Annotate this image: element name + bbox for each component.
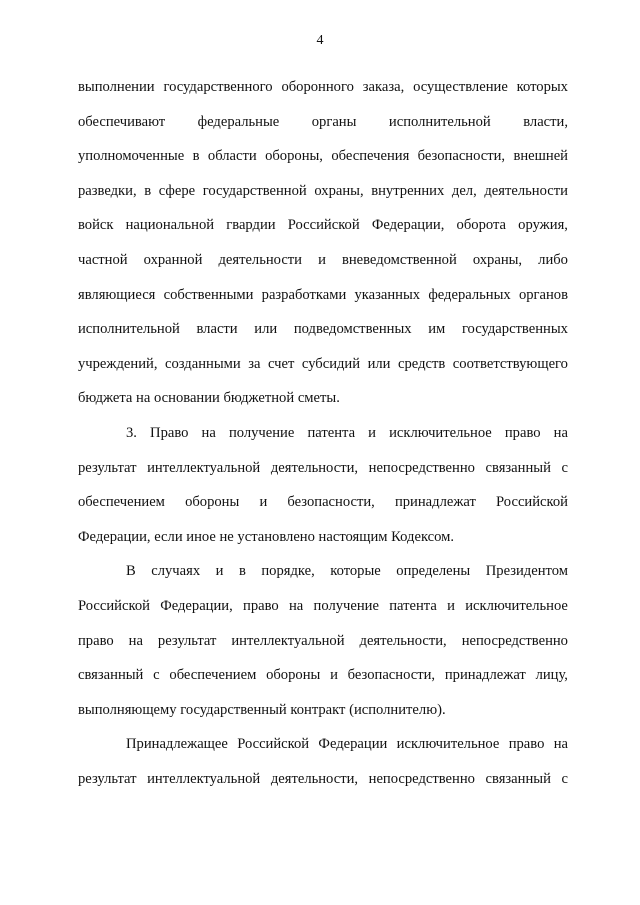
- word: интеллектуальной: [147, 770, 261, 787]
- word: соответствующего: [452, 355, 568, 372]
- word: патента: [389, 597, 437, 614]
- word: и: [368, 424, 376, 441]
- word: на: [201, 424, 216, 441]
- word: исключительное: [465, 597, 568, 614]
- word: Федерации,: [160, 597, 233, 614]
- text-line: [78, 766, 568, 801]
- word: Федерации,: [371, 217, 445, 234]
- word: право: [504, 424, 541, 441]
- word: обороны,: [265, 148, 323, 165]
- text-line: [78, 420, 568, 455]
- word: которых: [516, 79, 568, 95]
- word: Российской: [237, 736, 310, 753]
- text-line: [78, 143, 568, 178]
- text-line: [78, 351, 568, 386]
- word: оборота: [456, 217, 507, 234]
- text-line: [78, 558, 568, 593]
- word: Президентом: [485, 563, 568, 580]
- word: в: [192, 148, 200, 165]
- word: дел,: [451, 182, 477, 199]
- word: на: [288, 597, 304, 614]
- word: с: [561, 770, 568, 787]
- word: с: [153, 667, 160, 684]
- word: гвардии: [226, 217, 276, 234]
- word: и: [215, 563, 224, 580]
- text-line: [78, 316, 568, 351]
- word: результат: [78, 770, 137, 787]
- word: за: [248, 355, 261, 372]
- word: безопасности,: [417, 148, 506, 165]
- word: результат: [78, 459, 137, 476]
- paragraph-4: [78, 731, 568, 800]
- word: органов: [518, 286, 568, 303]
- word: оборонного: [281, 79, 354, 95]
- text-line: [78, 74, 568, 109]
- word: случаях: [151, 563, 201, 580]
- word: государственных: [461, 321, 568, 338]
- word: непосредственно: [368, 770, 475, 787]
- word: заказа,: [362, 79, 405, 95]
- word: государственной: [202, 182, 307, 199]
- word: обороны: [266, 667, 321, 684]
- word: принадлежат: [444, 667, 526, 684]
- word: осуществление: [413, 79, 508, 95]
- word: право: [78, 632, 114, 649]
- word: Российской: [287, 217, 360, 234]
- paragraph-3: [78, 558, 568, 731]
- word: разведки,: [78, 182, 137, 199]
- text-line: [78, 212, 568, 247]
- word: федеральные: [197, 113, 280, 130]
- word: непосредственно: [368, 459, 475, 476]
- word: уполномоченные: [78, 148, 185, 165]
- word: безопасности,: [287, 494, 375, 511]
- word: им: [428, 321, 446, 338]
- word: исключительное: [389, 424, 492, 441]
- paragraph-1: [78, 74, 568, 420]
- paragraph-2: [78, 420, 568, 558]
- word: разработками: [261, 286, 347, 303]
- word: деятельности: [218, 251, 302, 268]
- word: и: [330, 667, 338, 684]
- word: 3.: [126, 424, 137, 441]
- word: средств: [398, 355, 446, 372]
- word: определены: [396, 563, 471, 580]
- word: и: [447, 597, 455, 614]
- word: непосредственно: [461, 632, 568, 649]
- text-line: Федерации, если иное не установлено настоящим Кодексом.: [78, 528, 455, 545]
- word: на: [128, 632, 143, 649]
- word: являющиеся: [78, 286, 156, 303]
- word: частной: [78, 251, 128, 268]
- text-line: [78, 489, 568, 524]
- word: в: [238, 563, 246, 580]
- word: обеспечения: [331, 148, 410, 165]
- word: охраны,: [314, 182, 364, 199]
- word: которые: [330, 563, 381, 580]
- word: на: [553, 424, 568, 441]
- text-line: [78, 247, 568, 282]
- word: оружия,: [518, 217, 568, 234]
- word: интеллектуальной: [231, 632, 345, 649]
- word: право: [508, 736, 545, 753]
- word: области: [207, 148, 257, 165]
- word: получение: [313, 597, 379, 614]
- word: обеспечивают: [78, 113, 166, 130]
- word: или: [254, 321, 278, 338]
- word: охранной: [143, 251, 203, 268]
- text-line: [78, 178, 568, 213]
- word: получение: [228, 424, 295, 441]
- word: Федерации: [318, 736, 388, 753]
- word: безопасности,: [347, 667, 436, 684]
- word: созданными: [165, 355, 241, 372]
- word: деятельности,: [270, 770, 359, 787]
- word: деятельности,: [270, 459, 359, 476]
- word: субсидий: [301, 355, 361, 372]
- word: деятельности,: [359, 632, 447, 649]
- word: деятельности: [484, 182, 568, 199]
- text-line: [78, 628, 568, 663]
- word: исполнительной: [78, 321, 180, 338]
- word: интеллектуальной: [147, 459, 261, 476]
- word: указанных: [354, 286, 421, 303]
- word: учреждений,: [78, 355, 158, 372]
- page-number: 4: [316, 33, 324, 48]
- word: государственного: [163, 79, 273, 95]
- word: Право: [150, 424, 189, 441]
- word: сфере: [158, 182, 196, 199]
- text-line: [78, 282, 568, 317]
- text-line: бюджета на основании бюджетной сметы.: [78, 390, 340, 407]
- word: Принадлежащее: [126, 736, 228, 753]
- word: внутренних: [371, 182, 445, 199]
- text-line: [78, 662, 568, 697]
- word: результат: [157, 632, 217, 649]
- word: или: [367, 355, 391, 372]
- word: власти: [196, 321, 238, 338]
- word: принадлежат: [394, 494, 476, 511]
- word: в: [144, 182, 152, 199]
- text-line: [78, 109, 568, 144]
- word: выполнении: [78, 79, 155, 95]
- word: право: [243, 597, 279, 614]
- word: и: [318, 251, 326, 268]
- word: собственными: [163, 286, 254, 303]
- word: счет: [267, 355, 295, 372]
- word: охраны,: [472, 251, 523, 268]
- word: обеспечением: [169, 667, 257, 684]
- word: войск: [78, 217, 114, 234]
- word: обеспечением: [78, 494, 165, 511]
- word: Российской: [78, 597, 150, 614]
- word: исключительное: [396, 736, 500, 753]
- word: с: [561, 459, 568, 476]
- word: лицу,: [535, 667, 568, 684]
- document-body: [78, 74, 568, 800]
- word: власти,: [523, 113, 568, 130]
- word: связанный: [485, 459, 551, 476]
- word: вневедомственной: [341, 251, 457, 268]
- word: внешней: [513, 148, 568, 165]
- word: подведомственных: [293, 321, 412, 338]
- word: порядке,: [261, 563, 315, 580]
- word: национальной: [125, 217, 215, 234]
- text-line: [78, 731, 568, 766]
- text-line: [78, 593, 568, 628]
- word: связанный: [78, 667, 144, 684]
- word: исполнительной: [388, 113, 491, 130]
- word: либо: [538, 251, 568, 268]
- word: связанный: [485, 770, 551, 787]
- word: органы: [311, 113, 357, 130]
- word: на: [553, 736, 568, 753]
- word: Российской: [496, 494, 568, 511]
- word: и: [259, 494, 268, 511]
- word: федеральных: [428, 286, 511, 303]
- word: В: [126, 563, 136, 580]
- text-line: выполняющему государственный контракт (исполнителю).: [78, 701, 446, 718]
- word: патента: [307, 424, 356, 441]
- word: обороны: [185, 494, 240, 511]
- text-line: [78, 455, 568, 490]
